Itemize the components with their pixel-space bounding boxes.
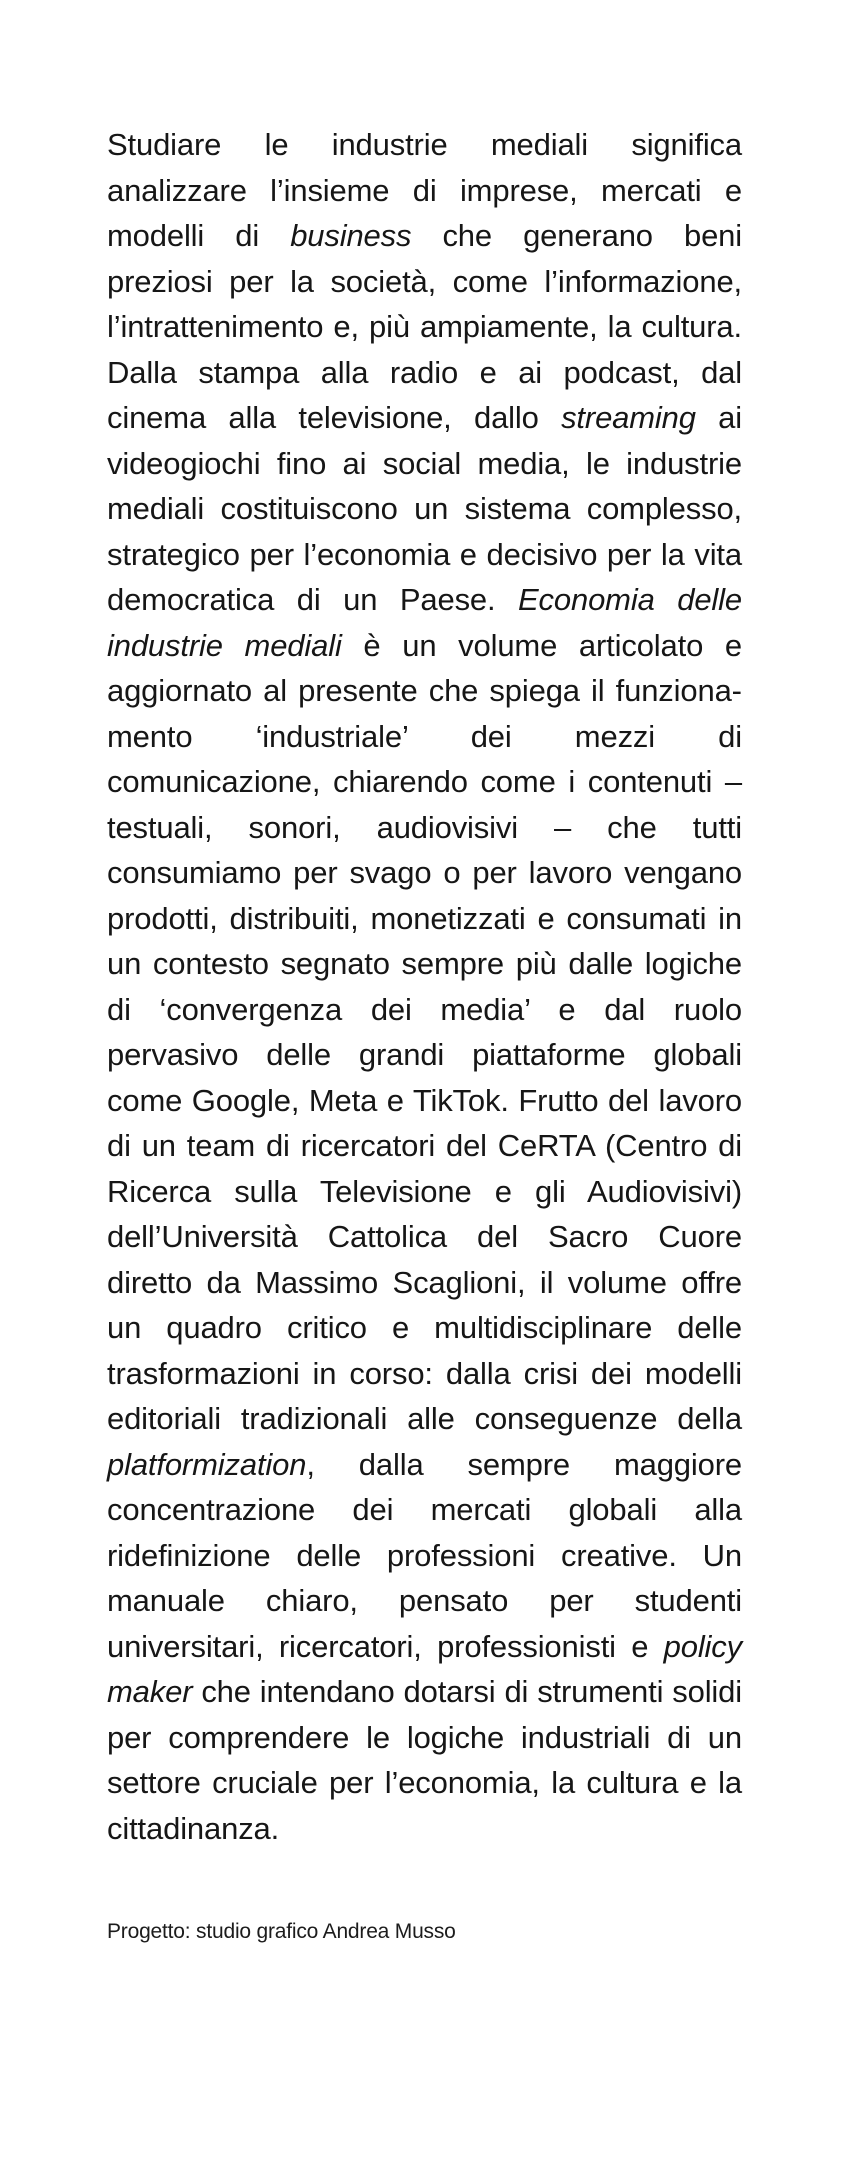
description-italic-term: business [290, 218, 412, 253]
description-text: , dalla sempre maggiore concentrazione dei mercati globali alla ridefinizione delle professioni creative. Un manuale chiaro, pensato per studenti universitari, ricercatori, professionisti e [107, 1446, 742, 1664]
description-text: che intendano dotarsi di strumenti solidi per comprendere le logiche industriali di un settore cruciale per l’economia, la cultura e la cittadinanza. [107, 1674, 742, 1846]
book-title-italic: Economia delle industrie mediali [107, 582, 742, 663]
description-text: è un volume articolato e aggiornato al presente che spiega il funzionamento ‘industriale’ dei mezzi di comunicazione, chiarendo come i contenuti – testuali, sonori, audiovisivi – che tutti consumiamo per svago o per lavoro vengano prodotti, distribuiti, monetizzati e consumati in un contesto segnato sempre più dalle logiche di ‘convergenza dei media’ e dal ruolo pervasivo delle grandi piattaforme globali come Google, Meta e TikTok. Frutto del lavoro di un team di ricercatori del CeRTA (Centro di Ricerca sulla Televisione e gli Audiovisivi) dell’Università Cattolica del Sacro Cuore diretto da Massimo Scaglioni, il volume offre un quadro critico e multidisciplinare delle trasformazioni in corso: dalla crisi dei modelli editoriali tradizionali alle conseguenze della [107, 627, 742, 1436]
description-text: che generano beni preziosi per la società, come l’informazione, l’intrattenimento e, più ampiamente, la cultura. Dalla stampa alla radio e ai podcast, dal cinema alla televisione, dallo [107, 218, 742, 435]
description-italic-term: policy maker [107, 1628, 742, 1709]
description-italic-term: platformization [107, 1446, 307, 1482]
description-text: ai videogiochi fino ai social media, le industrie mediali costituiscono un sistema complesso, strategico per l’economia e decisivo per la vita democratica di un Paese. [107, 400, 743, 617]
design-credit: Progetto: studio grafico Andrea Musso [107, 1920, 456, 1943]
description-text: Studiare le industrie mediali significa analizzare l’insieme di imprese, mercati e modelli di [107, 127, 742, 253]
description-italic-term: streaming [561, 400, 696, 435]
book-description [107, 122, 742, 1851]
